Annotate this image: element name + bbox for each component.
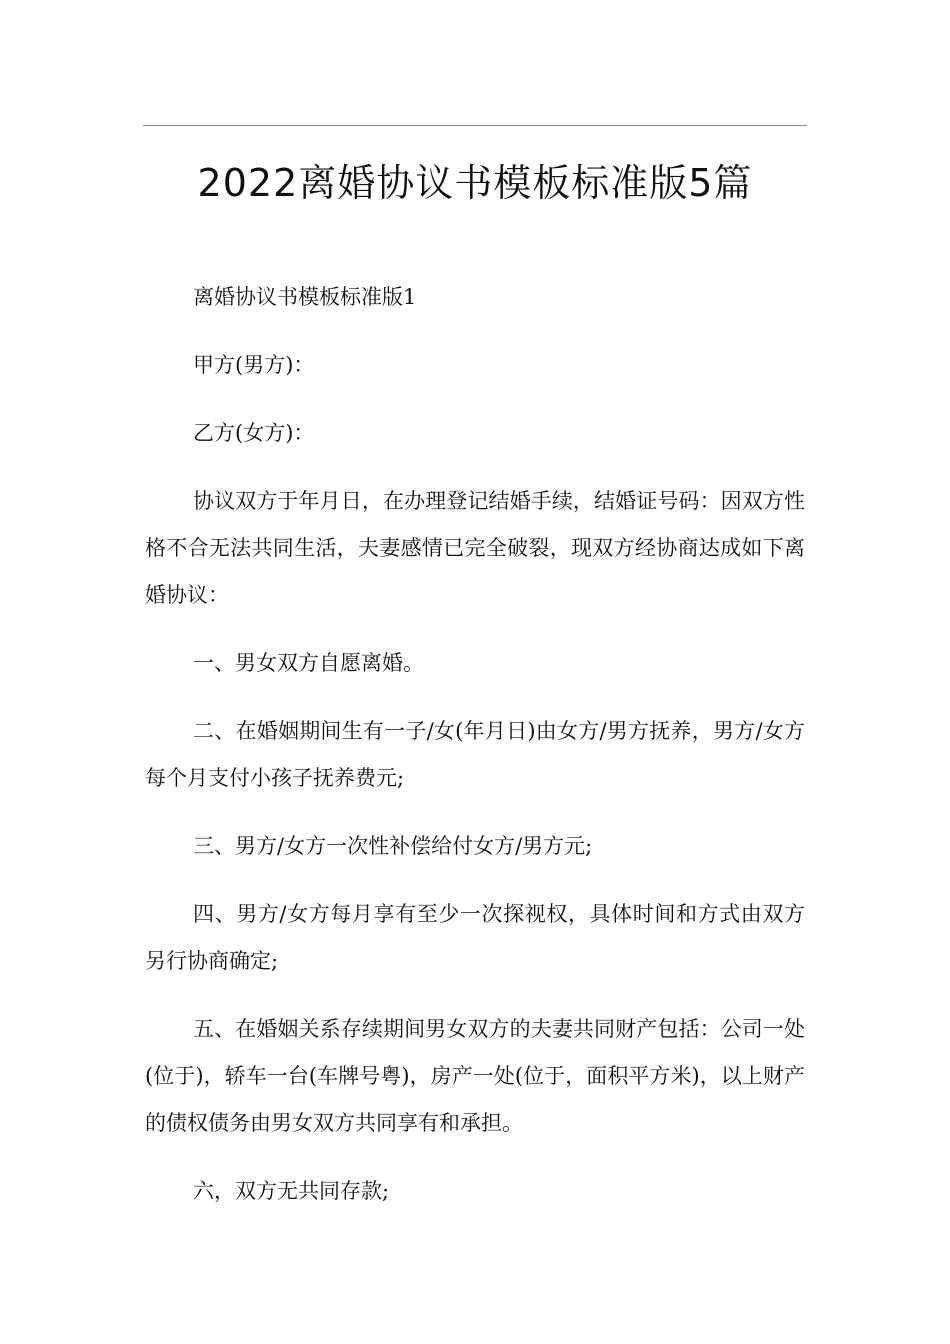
clause-6: 六，双方无共同存款; — [193, 1179, 390, 1203]
document-title: 2022离婚协议书模板标准版5篇 — [197, 161, 753, 206]
clause-5: 五、在婚姻关系存续期间男女双方的夫妻共同财产包括：公司一处(位于)，轿车一台(车牌号粤)，房产一处(位于，面积平方米)，以上财产的债权债务由男女双方共同享有和承担。 — [145, 1017, 805, 1135]
subtitle-paragraph: 离婚协议书模板标准版1 — [193, 285, 417, 309]
document-body — [145, 274, 805, 1236]
agreement-intro-paragraph: 协议双方于年月日，在办理登记结婚手续，结婚证号码：因双方性格不合无法共同生活，夫妻感情已完全破裂，现双方经协商达成如下离婚协议： — [145, 489, 805, 607]
clause-3: 三、男方/女方一次性补偿给付女方/男方元; — [193, 834, 593, 858]
clause-4: 四、男方/女方每月享有至少一次探视权，具体时间和方式由双方另行协商确定; — [145, 902, 805, 973]
party-b-line: 乙方(女方)： — [193, 421, 315, 445]
party-a-line: 甲方(男方)： — [193, 353, 315, 377]
clause-2: 二、在婚姻期间生有一子/女(年月日)由女方/男方抚养，男方/女方每个月支付小孩子抚养费元; — [145, 719, 805, 790]
header-rule — [143, 125, 807, 126]
clause-1: 一、男女双方自愿离婚。 — [193, 651, 424, 675]
